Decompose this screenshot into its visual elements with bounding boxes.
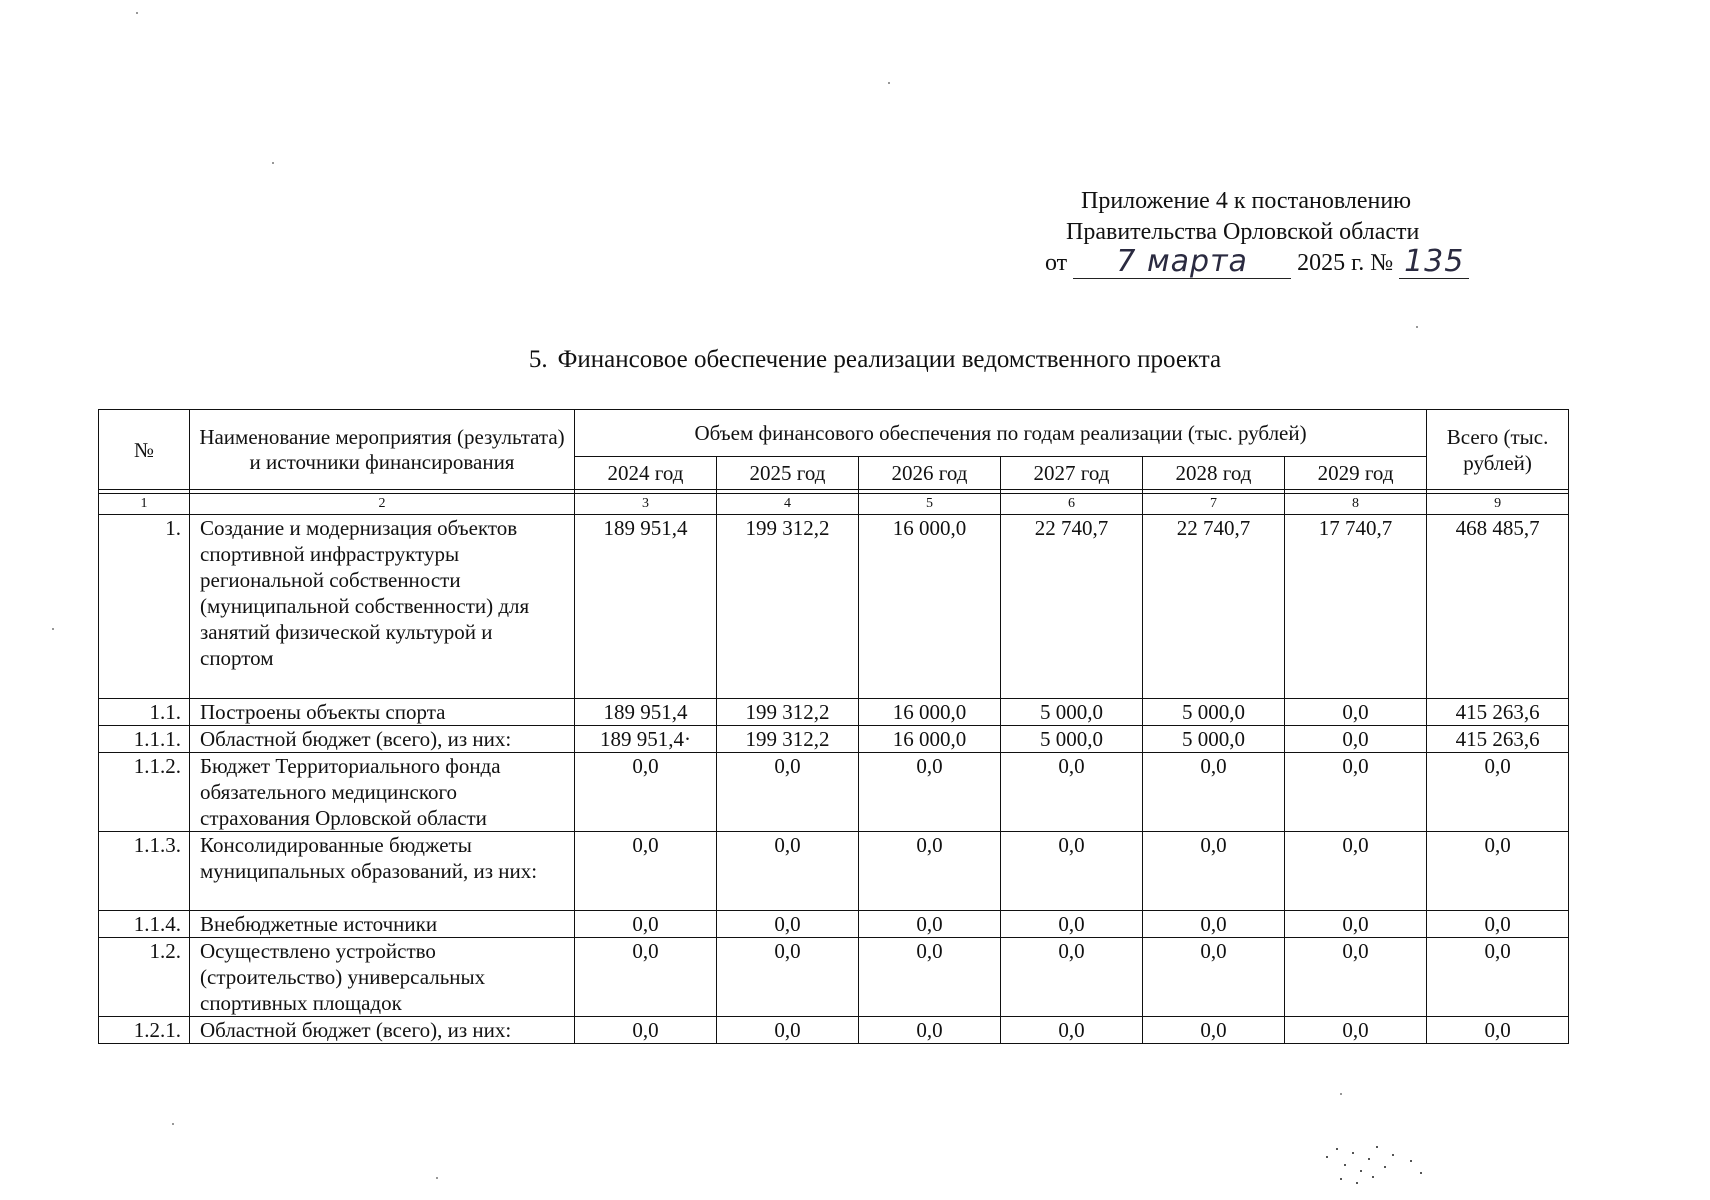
table-row: [99, 515, 1569, 699]
row-value: 189 951,4·: [575, 726, 717, 753]
row-value: 22 740,7: [1143, 515, 1285, 699]
scan-speck: [136, 12, 138, 14]
scan-noise-mark: [1322, 1138, 1442, 1196]
row-value: 0,0: [717, 753, 859, 832]
row-name: Осуществлено устройство (строительство) универсальных спортивных площадок: [190, 938, 575, 1017]
row-value: 0,0: [1285, 911, 1427, 938]
row-number: 1.1.: [99, 699, 190, 726]
section-number: 5.: [528, 346, 548, 373]
row-value: 0,0: [859, 1017, 1001, 1044]
row-value: 189 951,4: [575, 699, 717, 726]
row-value: 0,0: [575, 1017, 717, 1044]
row-value: 5 000,0: [1143, 699, 1285, 726]
scan-speck: [1416, 326, 1418, 328]
row-value: 0,0: [859, 911, 1001, 938]
row-value: 0,0: [717, 911, 859, 938]
table-row: [99, 911, 1569, 938]
row-value: 199 312,2: [717, 726, 859, 753]
appendix-line-2: Правительства Орловской области: [1066, 219, 1420, 245]
header-year: 2029 год: [1285, 457, 1427, 490]
row-value: 16 000,0: [859, 726, 1001, 753]
table-row: [99, 832, 1569, 911]
scan-speck: [1340, 1093, 1342, 1095]
row-total: 0,0: [1427, 753, 1569, 832]
row-value: 0,0: [1143, 938, 1285, 1017]
row-value: 0,0: [1285, 1017, 1427, 1044]
table-row: [99, 1017, 1569, 1044]
row-name: Создание и модернизация объектов спортивной инфраструктуры региональной собственности (муниципальной собственности) для занятий физической культурой и спортом: [190, 515, 575, 699]
header-year: 2027 год: [1001, 457, 1143, 490]
column-index: 5: [859, 494, 1001, 515]
row-total: 0,0: [1427, 911, 1569, 938]
header-year: 2026 год: [859, 457, 1001, 490]
handwritten-number-text: 135: [1404, 244, 1465, 279]
column-index: 4: [717, 494, 859, 515]
row-value: 0,0: [575, 753, 717, 832]
row-value: 0,0: [1285, 832, 1427, 911]
row-value: 0,0: [1285, 699, 1427, 726]
header-name: Наименование мероприятия (результата) и источники финансирования: [190, 410, 575, 490]
scan-speck: [272, 162, 274, 164]
row-value: 0,0: [1001, 938, 1143, 1017]
row-name: Построены объекты спорта: [190, 699, 575, 726]
appendix-from-label: от: [1045, 250, 1068, 276]
row-value: 0,0: [1001, 832, 1143, 911]
row-value: 0,0: [1285, 726, 1427, 753]
appendix-header: [1030, 186, 1500, 284]
row-number: 1.1.1.: [99, 726, 190, 753]
header-no: №: [99, 410, 190, 490]
scan-speck: [436, 1177, 438, 1179]
row-value: 0,0: [1001, 753, 1143, 832]
row-value: 0,0: [1001, 1017, 1143, 1044]
row-name: Внебюджетные источники: [190, 911, 575, 938]
row-value: 0,0: [717, 1017, 859, 1044]
column-index: 1: [99, 494, 190, 515]
row-name: Областной бюджет (всего), из них:: [190, 1017, 575, 1044]
row-value: 17 740,7: [1285, 515, 1427, 699]
table-row: [99, 938, 1569, 1017]
header-year: 2024 год: [575, 457, 717, 490]
scan-speck: [52, 628, 54, 630]
row-value: 0,0: [859, 753, 1001, 832]
column-index: 7: [1143, 494, 1285, 515]
row-number: 1.1.4.: [99, 911, 190, 938]
handwritten-date: [1073, 244, 1291, 279]
table-row: [99, 753, 1569, 832]
row-total: 415 263,6: [1427, 726, 1569, 753]
row-number: 1.1.3.: [99, 832, 190, 911]
row-value: 0,0: [1285, 753, 1427, 832]
table-row: [99, 726, 1569, 753]
row-value: 0,0: [1143, 911, 1285, 938]
appendix-year-label: 2025 г. №: [1297, 250, 1394, 276]
section-title: [0, 346, 1710, 374]
header-year: 2025 год: [717, 457, 859, 490]
column-index: 3: [575, 494, 717, 515]
row-total: 415 263,6: [1427, 699, 1569, 726]
row-value: 0,0: [717, 832, 859, 911]
row-value: 16 000,0: [859, 515, 1001, 699]
finance-table: [98, 409, 1569, 1044]
row-name: Бюджет Территориального фонда обязательного медицинского страхования Орловской области: [190, 753, 575, 832]
header-row-1: [99, 410, 1569, 457]
table-row: [99, 699, 1569, 726]
column-index: 6: [1001, 494, 1143, 515]
row-value: 0,0: [575, 938, 717, 1017]
row-value: 0,0: [575, 911, 717, 938]
row-number: 1.1.2.: [99, 753, 190, 832]
row-value: 5 000,0: [1001, 726, 1143, 753]
row-name: Областной бюджет (всего), из них:: [190, 726, 575, 753]
row-value: 0,0: [1143, 753, 1285, 832]
row-value: 0,0: [1143, 1017, 1285, 1044]
row-total: 468 485,7: [1427, 515, 1569, 699]
row-number: 1.: [99, 515, 190, 699]
row-value: 0,0: [1143, 832, 1285, 911]
row-value: 5 000,0: [1143, 726, 1285, 753]
row-value: 0,0: [717, 938, 859, 1017]
row-value: 0,0: [1285, 938, 1427, 1017]
column-index: 9: [1427, 494, 1569, 515]
appendix-line-1: Приложение 4 к постановлению: [1081, 188, 1412, 214]
header-volume: Объем финансового обеспечения по годам реализации (тыс. рублей): [575, 410, 1427, 457]
row-value: 189 951,4: [575, 515, 717, 699]
row-value: 5 000,0: [1001, 699, 1143, 726]
header-total: Всего (тыс. рублей): [1427, 410, 1569, 490]
handwritten-date-text: 7 марта: [1116, 244, 1248, 279]
row-number: 1.2.1.: [99, 1017, 190, 1044]
handwritten-number: [1399, 244, 1469, 279]
row-value: 0,0: [859, 938, 1001, 1017]
row-number: 1.2.: [99, 938, 190, 1017]
row-name: Консолидированные бюджеты муниципальных образований, из них:: [190, 832, 575, 911]
row-value: 0,0: [1001, 911, 1143, 938]
row-value: 16 000,0: [859, 699, 1001, 726]
section-title-text: Финансовое обеспечение реализации ведомственного проекта: [557, 346, 1222, 373]
row-total: 0,0: [1427, 832, 1569, 911]
header-year: 2028 год: [1143, 457, 1285, 490]
column-index: 8: [1285, 494, 1427, 515]
row-value: 199 312,2: [717, 515, 859, 699]
appendix-date-line: [1030, 244, 1500, 284]
column-index-row: [99, 494, 1569, 515]
row-total: 0,0: [1427, 1017, 1569, 1044]
row-total: 0,0: [1427, 938, 1569, 1017]
row-value: 0,0: [575, 832, 717, 911]
scan-speck: [888, 82, 890, 84]
row-value: 199 312,2: [717, 699, 859, 726]
column-index: 2: [190, 494, 575, 515]
scan-speck: [172, 1123, 174, 1125]
row-value: 0,0: [859, 832, 1001, 911]
row-value: 22 740,7: [1001, 515, 1143, 699]
